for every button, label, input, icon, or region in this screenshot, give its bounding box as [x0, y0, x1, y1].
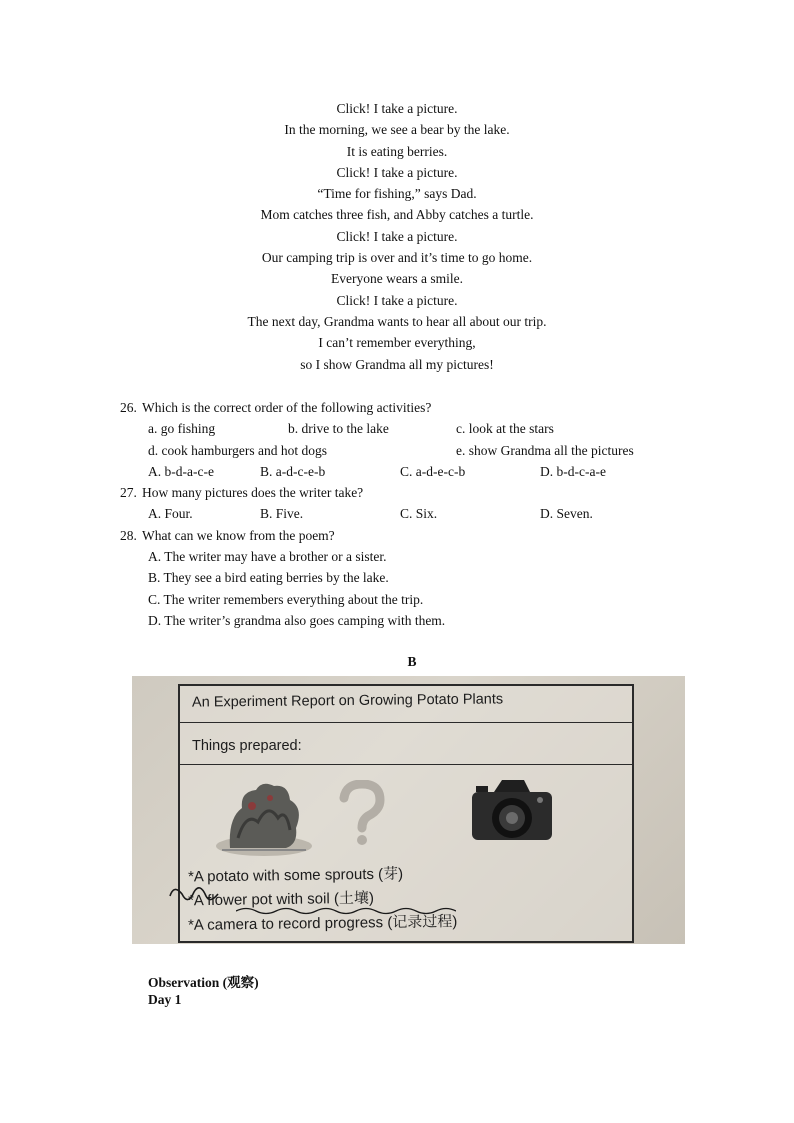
option-b: B. a-d-c-e-b [260, 463, 326, 479]
potato-plant-icon [212, 778, 312, 858]
poem-line: The next day, Grandma wants to hear all about our trip. [247, 313, 547, 329]
option-b: B. Five. [260, 506, 304, 522]
question-number: 28. [120, 527, 137, 543]
poem-line: In the morning, we see a bear by the lake. [284, 122, 510, 138]
option-c: C. a-d-e-c-b [400, 463, 466, 479]
activity-row [120, 440, 740, 461]
options-row [120, 503, 740, 524]
report-title: An Experiment Report on Growing Potato Plants [191, 691, 504, 711]
option-d: D. b-d-c-a-e [540, 463, 606, 479]
handwritten-scribble-icon [166, 882, 226, 912]
question-26 [120, 397, 740, 418]
activity-d: d. cook hamburgers and hot dogs [148, 442, 327, 458]
questions-block [120, 397, 740, 631]
option-row [120, 567, 740, 588]
option-d: D. Seven. [540, 506, 593, 522]
activity-row [120, 418, 740, 439]
poem [0, 98, 794, 375]
item-potato: *A potato with some sprouts (芽) [187, 865, 404, 886]
experiment-report-photo [132, 676, 685, 944]
question-number: 27. [120, 485, 137, 501]
activity-e: e. show Grandma all the pictures [456, 442, 634, 458]
divider [180, 722, 632, 723]
options-row [120, 461, 740, 482]
day-heading: Day 1 [148, 992, 182, 1007]
question-mark-icon [332, 780, 392, 846]
question-text: How many pictures does the writer take? [142, 485, 364, 501]
option-row [120, 546, 740, 567]
underline-scribble-icon [236, 906, 456, 916]
poem-line: so I show Grandma all my pictures! [300, 356, 494, 372]
question-text: Which is the correct order of the following activities? [142, 400, 432, 415]
question-28 [120, 525, 740, 546]
option-d: D. The writer’s grandma also goes camping with them. [148, 612, 446, 628]
option-a: A. b-d-a-c-e [148, 463, 214, 479]
poem-line: Click! I take a picture. [336, 101, 458, 116]
option-a: A. Four. [148, 506, 193, 522]
activity-b: b. drive to the lake [288, 421, 389, 437]
question-number: 26. [120, 400, 137, 415]
activity-c: c. look at the stars [456, 421, 554, 437]
option-c: C. The writer remembers everything about the trip. [148, 591, 424, 607]
poem-line: Everyone wears a smile. [331, 271, 463, 287]
section-label: B [407, 654, 417, 669]
item-flower-pot: *A flower pot with soil (土壤) [187, 889, 375, 910]
activity-a: a. go fishing [148, 421, 216, 437]
option-b: B. They see a bird eating berries by the lake. [148, 570, 389, 586]
poem-line: Click! I take a picture. [336, 292, 458, 308]
item-camera: *A camera to record progress (记录过程) [187, 913, 458, 934]
camera-icon [470, 774, 554, 846]
poem-line: Our camping trip is over and it’s time to go home. [261, 250, 533, 266]
poem-line: Mom catches three fish, and Abby catches a turtle. [260, 207, 534, 223]
option-a: A. The writer may have a brother or a sister. [148, 549, 387, 565]
poem-line: Click! I take a picture. [336, 164, 458, 180]
prepared-label: Things prepared: [192, 738, 302, 754]
poem-line: It is eating berries. [346, 143, 448, 159]
poem-line: Click! I take a picture. [336, 228, 458, 244]
poem-line: “Time for fishing,” says Dad. [317, 186, 477, 202]
option-row [120, 610, 740, 631]
poem-line: I can’t remember everything, [318, 335, 476, 351]
divider [180, 764, 632, 765]
question-text: What can we know from the poem? [142, 527, 335, 543]
report-frame [178, 684, 634, 943]
option-row [120, 589, 740, 610]
observation-heading: Observation (观察) [148, 975, 259, 990]
question-27 [120, 482, 740, 503]
option-c: C. Six. [400, 506, 438, 522]
